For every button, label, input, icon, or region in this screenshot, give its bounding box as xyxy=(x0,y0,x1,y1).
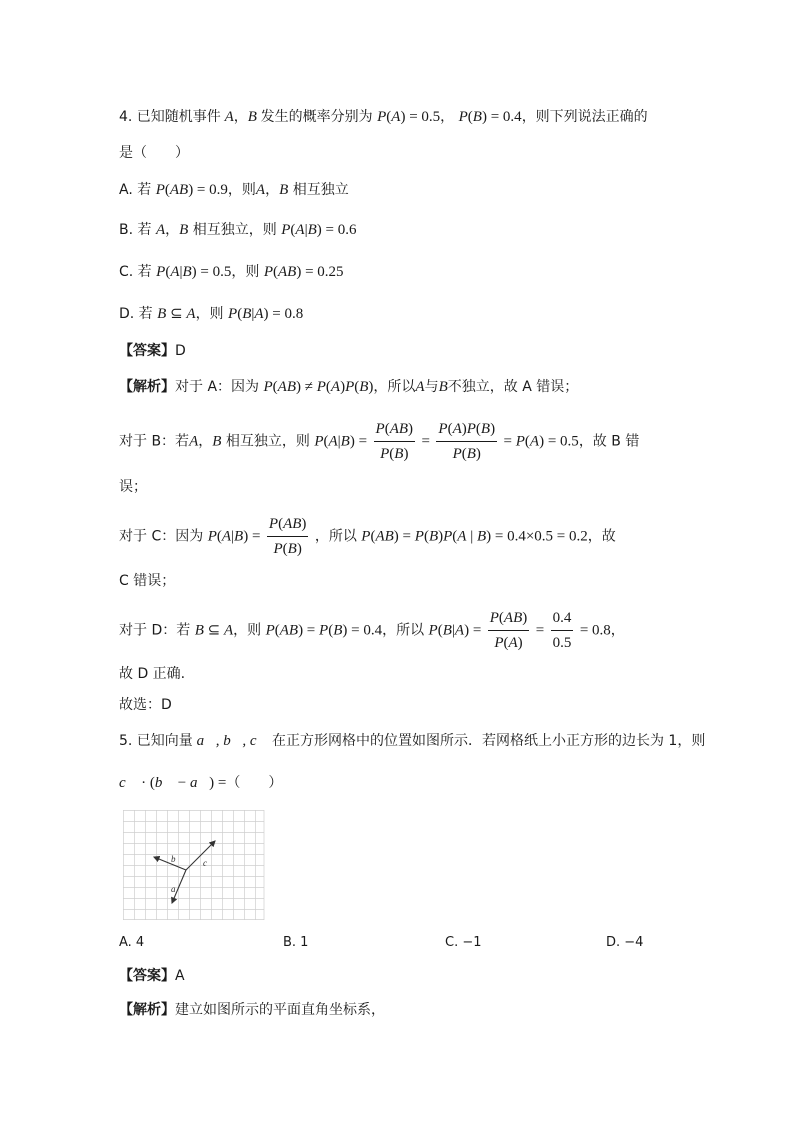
vector-c-label: c xyxy=(203,858,207,868)
q4-option-c: C. 若 P(A|B) = 0.5，则 P(AB) = 0.25 xyxy=(119,264,344,280)
q5-analysis-text: 建立如图所示的平面直角坐标系， xyxy=(175,1002,385,1018)
q5-answer xyxy=(119,966,185,986)
q5-answer-label: 【答案】 xyxy=(119,968,175,984)
answer-label: 【答案】 xyxy=(119,343,175,359)
q5-option-a: A. 4 xyxy=(119,935,145,950)
q4-answer xyxy=(119,341,186,361)
q5-stem-line1: 5. 已知向量 a⃗, b⃗, c⃗ 在正方形网格中的位置如图所示．若网格纸上小正方形的边长为 1，则 xyxy=(119,733,706,749)
q4-analysis-d: 对于 D：若 B ⊆ A，则 P(AB) = P(B) = 0.4，所以 P(B|A) = $\frac{P(AB)}{P(A)}$ = $\frac{0.4}{0.5}$ = 0.8， xyxy=(119,607,625,654)
q5-option-d: D. −4 xyxy=(606,935,644,950)
vector-a-label: a xyxy=(171,884,176,894)
q4-stem-line1: 4. 已知随机事件 A，B 发生的概率分别为 P(A) = 0.5， P(B) = 0.4，则下列说法正确的 xyxy=(119,109,648,125)
vector-grid-figure xyxy=(123,810,265,920)
q4-analysis-c-cont: C 错误； xyxy=(119,573,176,589)
q4-option-b: B. 若 A，B 相互独立，则 P(A|B) = 0.6 xyxy=(119,222,357,238)
q4-final xyxy=(119,695,172,715)
final-value: D xyxy=(161,697,172,713)
q4-analysis-c: 对于 C：因为 P(A|B) = $\frac{P(AB)}{P(B)}$ ，所以 P(AB) = P(B)P(A | B) = 0.4×0.5 = 0.2，故 xyxy=(119,513,616,560)
q5-analysis xyxy=(119,1000,385,1020)
q4-option-a: A. 若 P(AB) = 0.9，则A，B 相互独立 xyxy=(119,182,349,198)
final-label: 故选： xyxy=(119,697,161,713)
analysis-label: 【解析】 xyxy=(119,379,175,395)
q5-answer-value: A xyxy=(175,968,185,984)
q4-stem-line2: 是（ ） xyxy=(119,145,189,161)
q5-stem-line2: c⃗ · (b⃗ − a⃗) =（ ） xyxy=(119,775,283,791)
q4-analysis-b-cont: 误； xyxy=(119,479,147,495)
q4-option-d: D. 若 B ⊆ A，则 P(B|A) = 0.8 xyxy=(119,306,304,322)
q5-analysis-label: 【解析】 xyxy=(119,1002,175,1018)
vector-b-label: b xyxy=(171,854,176,864)
q4-analysis-d-cont: 故 D 正确. xyxy=(119,666,186,682)
q4-analysis-b: 对于 B：若A，B 相互独立，则 P(A|B) = $\frac{P(AB)}{P(B)}$ = $\frac{P(A)P(B)}{P(B)}$ = P(A) = 0.5，故 B 错 xyxy=(119,418,639,465)
answer-value: D xyxy=(175,343,186,359)
q5-option-c: C. −1 xyxy=(445,935,482,950)
q4-analysis-a: 【解析】对于 A：因为 P(AB) ≠ P(A)P(B)，所以A与B不独立，故 A 错误； xyxy=(119,379,579,395)
q5-option-b: B. 1 xyxy=(283,935,309,950)
vector-b-arrow xyxy=(154,857,186,870)
